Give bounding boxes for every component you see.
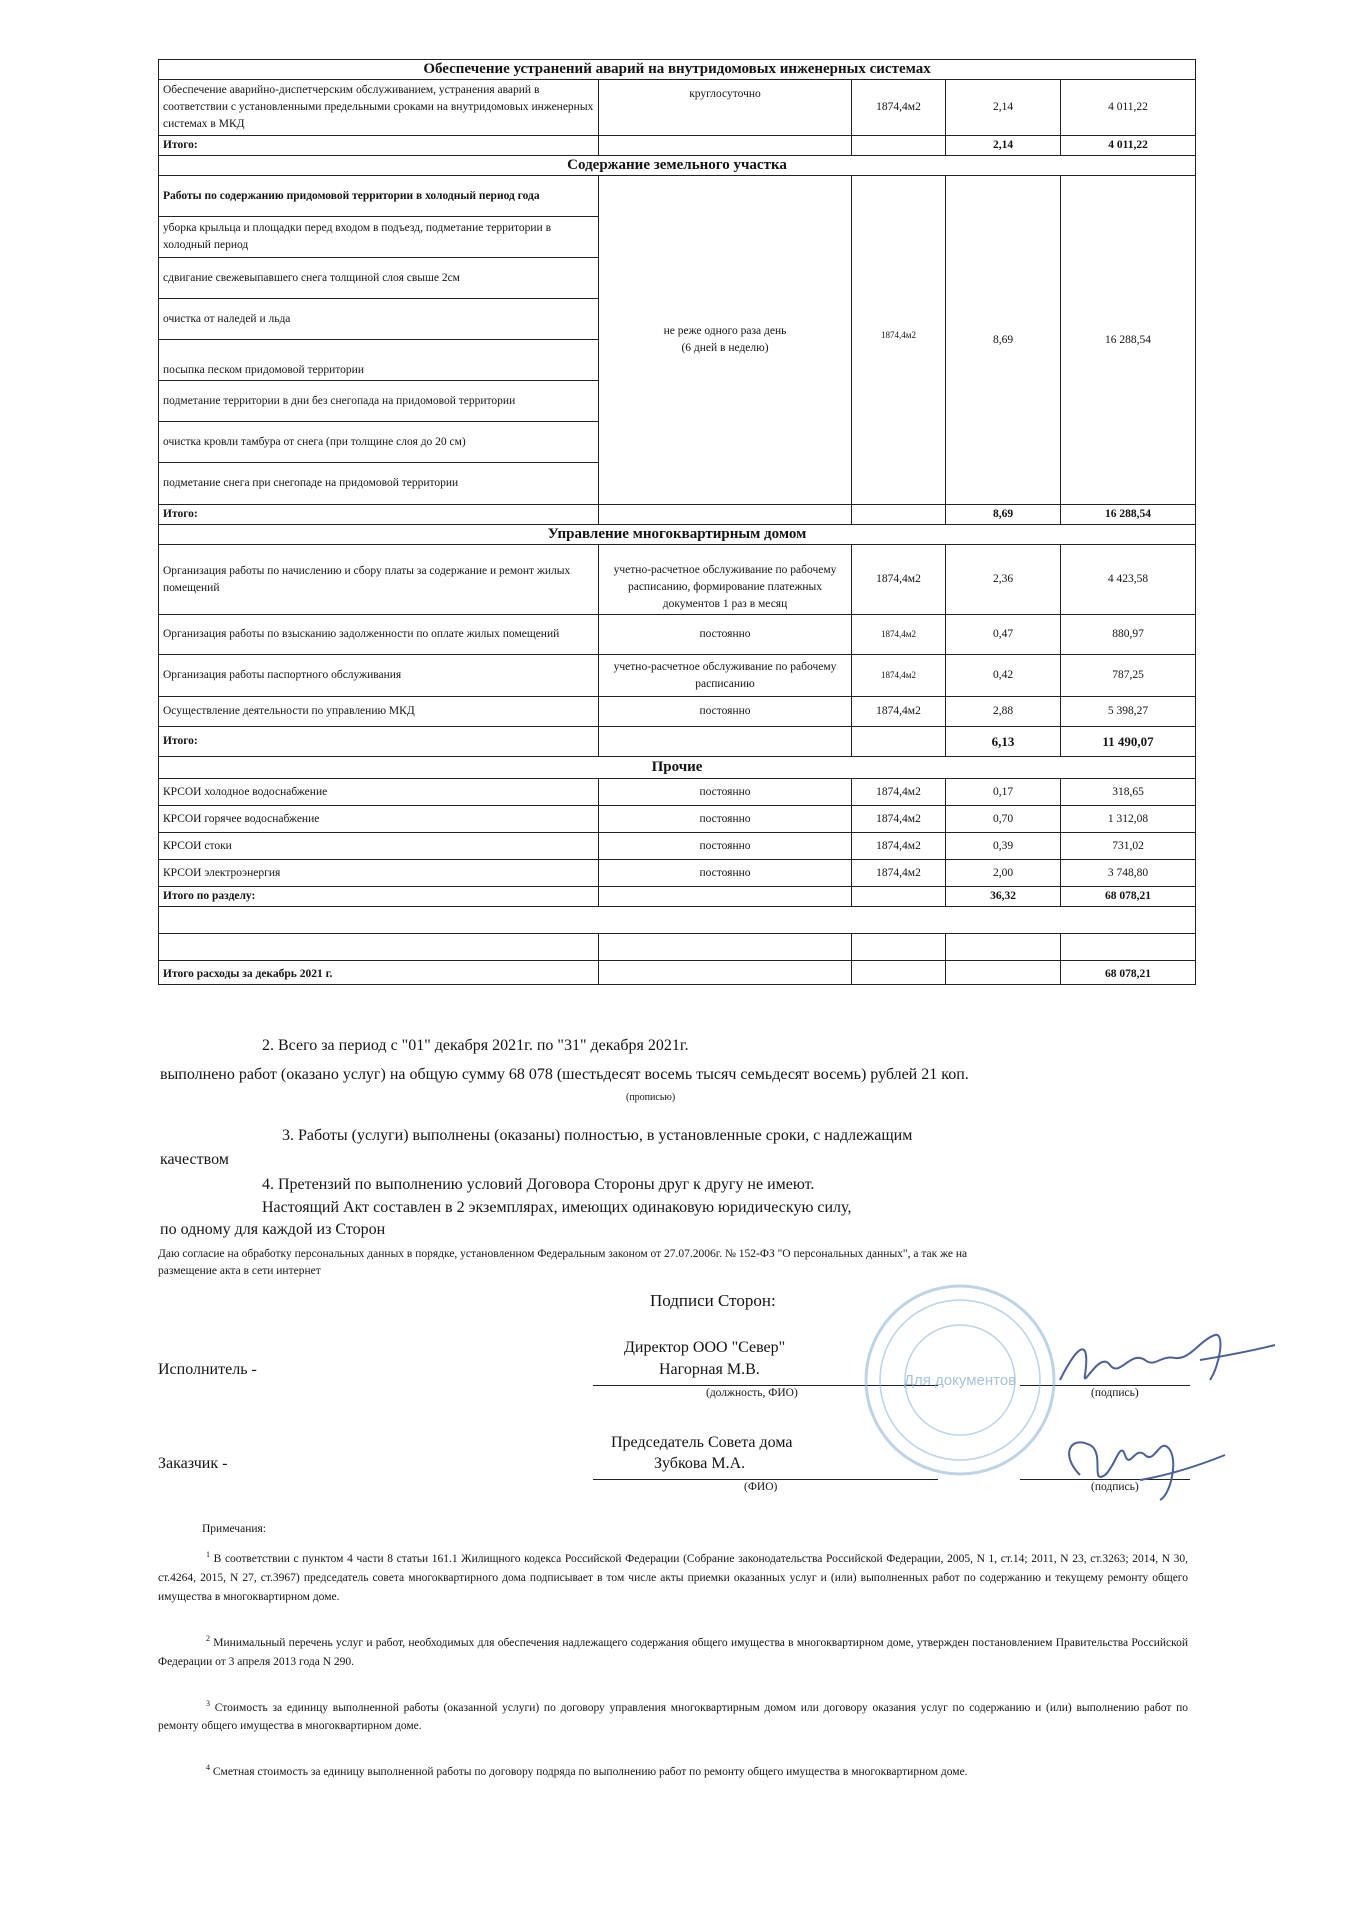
note-item: $^3$ Стоимость за единицу выполненной работы (оказанной услуги) по договору управления многоквартирным домом или договору оказания услуг по содержанию и (или) выполнению работ по ремонту общего имущества в многоквартирном доме. xyxy=(158,1698,1188,1733)
section-title-land: Содержание земельного участка xyxy=(159,156,1196,176)
service-area: 1874,4м2 xyxy=(852,545,946,615)
land-rate: 8,69 xyxy=(946,176,1061,505)
empty-row xyxy=(159,934,1196,961)
note-item: $^4$ Сметная стоимость за единицу выполненной работы по договору подряда по выполнению работ по ремонту общего имущества в многоквартирном доме. xyxy=(206,1763,968,1779)
service-rate: 0,70 xyxy=(946,806,1061,833)
service-period: постоянно xyxy=(599,806,852,833)
grand-total-row xyxy=(159,961,1196,985)
organization-stamp xyxy=(860,1280,1060,1480)
propisyu-caption: (прописью) xyxy=(626,1092,676,1103)
consent-line-2: размещение акта в сети интернет xyxy=(158,1265,321,1277)
paragraph-2-sum: выполнено работ (оказано услуг) на общую сумму 68 078 (шестьдесят восемь тысяч семьдесят восемь) рублей 21 коп. xyxy=(160,1066,969,1083)
service-rate: 0,17 xyxy=(946,779,1061,806)
section-title-other: Прочие xyxy=(159,757,1196,779)
grand-total-label: Итого расходы за декабрь 2021 г. xyxy=(159,961,599,985)
executor-name: Нагорная М.В. xyxy=(659,1361,760,1378)
customer-signature-caption: (подпись) xyxy=(1091,1481,1139,1493)
land-period-line1: не реже одного раза день xyxy=(663,325,787,337)
paragraph-3-end: качеством xyxy=(160,1151,229,1168)
service-rate: 0,47 xyxy=(946,615,1061,655)
executor-caption: (должность, ФИО) xyxy=(706,1387,798,1399)
paragraph-3: 3. Работы (услуги) выполнены (оказаны) полностью, в установленные сроки, с надлежащим xyxy=(282,1127,913,1144)
table-row xyxy=(159,806,1196,833)
stamp-text: Для документов xyxy=(903,1372,1017,1389)
service-sum: 318,65 xyxy=(1061,779,1196,806)
service-area: 1874,4м2 xyxy=(852,655,946,697)
total-sum: 4 011,22 xyxy=(1061,136,1196,156)
service-area: 1874,4м2 xyxy=(852,779,946,806)
table-row xyxy=(159,176,1196,217)
service-sum: 5 398,27 xyxy=(1061,697,1196,727)
total-sum: 16 288,54 xyxy=(1061,505,1196,525)
customer-caption: (ФИО) xyxy=(744,1481,778,1493)
customer-position: Председатель Совета дома xyxy=(611,1434,793,1451)
service-name: Обеспечение аварийно-диспетчерским обслуживанием, устранения аварий в соответствии с установленными предельными сроками на внутридомовых инженерных системах в МКД xyxy=(159,80,599,136)
service-name: Организация работы по взысканию задолженности по оплате жилых помещений xyxy=(159,615,599,655)
service-period: постоянно xyxy=(599,833,852,860)
customer-name: Зубкова М.А. xyxy=(654,1455,746,1472)
customer-label: Заказчик - xyxy=(158,1455,228,1472)
paragraph-5-end: по одному для каждой из Сторон xyxy=(160,1221,386,1238)
service-name: Организация работы паспортного обслуживания xyxy=(159,655,599,697)
service-rate: 0,39 xyxy=(946,833,1061,860)
service-area: 1874,4м2 xyxy=(852,615,946,655)
total-label: Итого: xyxy=(159,505,599,525)
service-rate: 2,88 xyxy=(946,697,1061,727)
section-title-emergency: Обеспечение устранений аварий на внутридомовых инженерных системах xyxy=(159,60,1196,80)
grand-total-sum: 68 078,21 xyxy=(1061,961,1196,985)
executor-position: Директор ООО "Север" xyxy=(624,1339,786,1356)
service-period: учетно-расчетное обслуживание по рабочему расписанию xyxy=(599,655,852,697)
total-rate: 8,69 xyxy=(946,505,1061,525)
service-name: КРСОИ электроэнергия xyxy=(159,860,599,887)
service-rate: 2,36 xyxy=(946,545,1061,615)
service-area: 1874,4м2 xyxy=(852,80,946,136)
land-period-line2: (6 дней в неделю) xyxy=(681,342,769,354)
table-row xyxy=(159,655,1196,697)
work-item: подметание территории в дни без снегопада на придомовой территории xyxy=(159,381,599,422)
work-item: очистка от наледей и льда xyxy=(159,299,599,340)
land-sum: 16 288,54 xyxy=(1061,176,1196,505)
service-area: 1874,4м2 xyxy=(852,806,946,833)
service-period: постоянно xyxy=(599,697,852,727)
service-name: Организация работы по начислению и сбору платы за содержание и ремонт жилых помещений xyxy=(159,545,599,615)
service-area: 1874,4м2 xyxy=(852,833,946,860)
work-item: уборка крыльца и площадки перед входом в подъезд, подметание территории в холодный период xyxy=(159,217,599,258)
land-area: 1874,4м2 xyxy=(852,176,946,505)
paragraph-5: Настоящий Акт составлен в 2 экземплярах, имеющих одинаковую юридическую силу, xyxy=(262,1199,852,1216)
section-total-row xyxy=(159,887,1196,907)
service-area: 1874,4м2 xyxy=(852,697,946,727)
service-area: 1874,4м2 xyxy=(852,860,946,887)
service-period: учетно-расчетное обслуживание по рабочему расписанию, формирование платежных документов 1 раз в месяц xyxy=(599,545,852,615)
service-sum: 4 011,22 xyxy=(1061,80,1196,136)
executor-signature-caption: (подпись) xyxy=(1091,1387,1139,1399)
total-row xyxy=(159,505,1196,525)
table-row xyxy=(159,833,1196,860)
table-row xyxy=(159,697,1196,727)
table-row xyxy=(159,779,1196,806)
work-item: посыпка песком придомовой территории xyxy=(159,340,599,381)
service-name: КРСОИ стоки xyxy=(159,833,599,860)
service-sum: 1 312,08 xyxy=(1061,806,1196,833)
total-label: Итого: xyxy=(159,727,599,757)
service-rate: 2,00 xyxy=(946,860,1061,887)
service-sum: 880,97 xyxy=(1061,615,1196,655)
service-period: постоянно xyxy=(599,779,852,806)
empty-row xyxy=(159,907,1196,934)
section-title-management: Управление многоквартирным домом xyxy=(159,525,1196,545)
signatures-title: Подписи Сторон: xyxy=(650,1291,776,1310)
notes-list xyxy=(158,1545,1188,1804)
service-name: КРСОИ горячее водоснабжение xyxy=(159,806,599,833)
customer-signature xyxy=(1050,1425,1230,1505)
paragraph-2: 2. Всего за период с "01" декабря 2021г. по "31" декабря 2021г. xyxy=(262,1037,689,1054)
service-name: КРСОИ холодное водоснабжение xyxy=(159,779,599,806)
land-period xyxy=(599,176,852,505)
paragraph-4: 4. Претензий по выполнению условий Договора Стороны друг к другу не имеют. xyxy=(262,1176,815,1193)
service-sum: 3 748,80 xyxy=(1061,860,1196,887)
work-item: Работы по содержанию придомовой территории в холодный период года xyxy=(159,176,599,217)
section-total-sum: 68 078,21 xyxy=(1061,887,1196,907)
total-row xyxy=(159,136,1196,156)
service-period: постоянно xyxy=(599,860,852,887)
service-rate: 0,42 xyxy=(946,655,1061,697)
total-label: Итого: xyxy=(159,136,599,156)
total-rate: 6,13 xyxy=(946,727,1061,757)
consent-line-1: Даю согласие на обработку персональных данных в порядке, установленном Федеральным законом от 27.07.2006г. № 152-ФЗ "О персональных данных", а так же на xyxy=(158,1248,968,1260)
work-item: очистка кровли тамбура от снега (при толщине слоя до 20 см) xyxy=(159,422,599,463)
notes-title: Примечания: xyxy=(202,1523,266,1535)
table-row xyxy=(159,615,1196,655)
total-sum: 11 490,07 xyxy=(1061,727,1196,757)
service-period: постоянно xyxy=(599,615,852,655)
section-total-label: Итого по разделу: xyxy=(159,887,599,907)
executor-signature xyxy=(1050,1320,1280,1400)
service-period: круглосуточно xyxy=(599,80,852,136)
table-row xyxy=(159,860,1196,887)
work-item: сдвигание свежевыпавшего снега толщиной слоя свыше 2см xyxy=(159,258,599,299)
table-row xyxy=(159,80,1196,136)
executor-label: Исполнитель - xyxy=(158,1361,257,1378)
table-row xyxy=(159,545,1196,615)
service-sum: 731,02 xyxy=(1061,833,1196,860)
note-item: $^1$ В соответствии с пунктом 4 части 8 статьи 161.1 Жилищного кодекса Российской Федерации (Собрание законодательства Российской Федерации, 2005, N 1, ст.14; 2011, N 23, ст.3263; 2014, N 30, ст.4264, 2015, N 27, ст.3967) председатель совета многоквартирного дома подписывает в том числе акты приемки оказанных услуг и (или) выполненных работ по содержанию и текущему ремонту общего имущества в многоквартирном доме. xyxy=(158,1550,1189,1603)
work-item: подметание снега при снегопаде на придомовой территории xyxy=(159,463,599,505)
services-table-container xyxy=(158,59,1195,985)
section-total-rate: 36,32 xyxy=(946,887,1061,907)
note-item: $^2$ Минимальный перечень услуг и работ, необходимых для обеспечения надлежащего содержания общего имущества в многоквартирном доме, утвержден постановлением Правительства Российской Федерации от 3 апреля 2013 года N 290. xyxy=(158,1633,1189,1668)
service-sum: 787,25 xyxy=(1061,655,1196,697)
total-row xyxy=(159,727,1196,757)
service-rate: 2,14 xyxy=(946,80,1061,136)
service-sum: 4 423,58 xyxy=(1061,545,1196,615)
service-name: Осуществление деятельности по управлению МКД xyxy=(159,697,599,727)
total-rate: 2,14 xyxy=(946,136,1061,156)
services-table xyxy=(158,59,1196,985)
